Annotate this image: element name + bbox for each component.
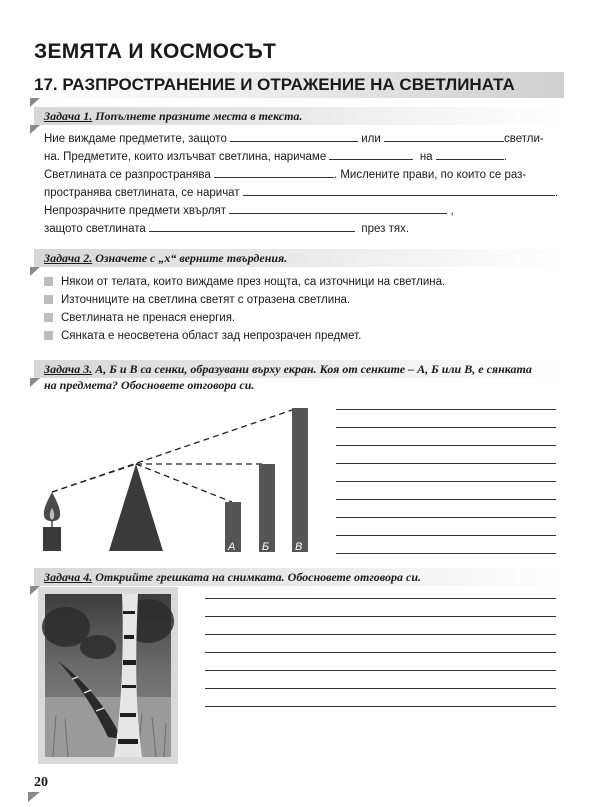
task4-instruction: Открийте грешката на снимката. Обосновете отговора си. — [95, 570, 422, 584]
answer-line[interactable] — [336, 427, 556, 428]
shadow-label: В — [295, 541, 303, 553]
shadow-label: Б — [262, 541, 270, 553]
answer-line[interactable] — [336, 517, 556, 518]
answer-line[interactable] — [205, 670, 556, 671]
checkbox[interactable] — [44, 313, 53, 322]
task3-heading — [44, 361, 564, 377]
ray-apex — [52, 464, 136, 492]
birch-tree-photo — [38, 587, 178, 764]
task1-text: светли- — [504, 133, 544, 145]
statement-text: Някои от телата, които виждаме през нощта, са източници на светлина. — [61, 276, 446, 288]
page-number: 20 — [34, 775, 48, 790]
answer-line[interactable] — [336, 409, 556, 410]
shadow-bar — [292, 408, 308, 552]
task1-heading — [44, 108, 302, 124]
statement-text: Сянката е неосветена област зад непрозрачен предмет. — [61, 330, 362, 342]
task1-text: , — [450, 205, 454, 217]
fill-blank[interactable] — [214, 166, 334, 178]
ray-lower — [136, 464, 232, 502]
answer-line[interactable] — [336, 445, 556, 446]
statement-text: Източниците на светлина светят с отразена светлина. — [61, 294, 351, 306]
object-cone — [109, 464, 163, 551]
answer-line[interactable] — [336, 553, 556, 554]
task1-text: пространява светлината, се наричат — [44, 187, 240, 199]
lesson-bar-corner — [30, 98, 40, 107]
task1-line-3 — [44, 166, 526, 185]
shadow-label: А — [228, 541, 236, 553]
answer-line[interactable] — [205, 616, 556, 617]
shadow-diagram — [0, 395, 330, 560]
task1-instruction: Попълнете празните места в текста. — [95, 109, 303, 123]
task3-instruction-1: А, Б и В са сенки, образувани върху екран. Коя от сенките – А, Б или В, е сянката — [95, 362, 532, 376]
answer-line[interactable] — [336, 481, 556, 482]
answer-line[interactable] — [336, 535, 556, 536]
shadow-bar — [259, 464, 275, 552]
task3-instruction-2: на предмета? Обосновете отговора си. — [44, 378, 255, 392]
task1-text: защото светлината — [44, 223, 146, 235]
task3-heading-line-2 — [44, 377, 254, 393]
task1-text: Светлината се разпространява — [44, 169, 211, 181]
answer-line[interactable] — [205, 706, 556, 707]
fill-blank[interactable] — [384, 130, 504, 142]
task1-corner — [30, 125, 40, 134]
statement-item — [44, 310, 235, 326]
candle-body — [43, 527, 61, 551]
task4-label: Задача 4. — [44, 570, 93, 584]
checkbox[interactable] — [44, 331, 53, 340]
answer-line[interactable] — [336, 463, 556, 464]
task1-line-4 — [44, 184, 558, 203]
fill-blank[interactable] — [230, 130, 358, 142]
statement-item — [44, 274, 445, 290]
checkbox[interactable] — [44, 277, 53, 286]
task2-label: Задача 2. — [44, 251, 93, 265]
fill-blank[interactable] — [229, 202, 447, 214]
task1-text: Ние виждаме предметите, защото — [44, 133, 227, 145]
fill-blank[interactable] — [436, 148, 504, 160]
statement-text: Светлината не пренася енергия. — [61, 312, 236, 324]
task2-heading — [44, 250, 287, 266]
task2-instruction: Означете с „х“ верните твърдения. — [95, 251, 288, 265]
answer-line[interactable] — [205, 688, 556, 689]
task1-text: Непрозрачните предмети хвърлят — [44, 205, 227, 217]
task1-label: Задача 1. — [44, 109, 93, 123]
task1-line-2 — [44, 148, 507, 167]
answer-line[interactable] — [205, 598, 556, 599]
task4-heading — [44, 569, 421, 585]
checkbox[interactable] — [44, 295, 53, 304]
answer-line[interactable] — [336, 499, 556, 500]
fill-blank[interactable] — [149, 220, 355, 232]
lesson-title: 17. РАЗПРОСТРАНЕНИЕ И ОТРАЖЕНИЕ НА СВЕТЛИНАТА — [34, 75, 515, 94]
answer-line[interactable] — [205, 652, 556, 653]
task1-line-1 — [44, 130, 544, 149]
task3-label: Задача 3. — [44, 362, 93, 376]
task1-text: . — [503, 151, 507, 163]
task1-text: на. Предметите, които излъчват светлина, наричаме — [44, 151, 327, 163]
task2-corner — [30, 267, 40, 276]
task1-line-5 — [44, 202, 454, 221]
task1-text: . — [554, 187, 559, 199]
page-corner — [28, 792, 40, 802]
statement-item — [44, 292, 350, 308]
task1-text: през тях. — [361, 223, 410, 235]
fill-blank[interactable] — [243, 184, 555, 196]
task1-text: на — [419, 151, 433, 163]
statement-item — [44, 328, 361, 344]
answer-line[interactable] — [205, 634, 556, 635]
task3-corner — [30, 378, 40, 387]
fill-blank[interactable] — [329, 148, 413, 160]
task1-text: или — [361, 133, 381, 145]
task1-line-6 — [44, 220, 409, 239]
task1-text: . Мислените прави, по които се раз- — [333, 169, 527, 181]
chapter-title: ЗЕМЯТА И КОСМОСЪТ — [34, 40, 277, 63]
